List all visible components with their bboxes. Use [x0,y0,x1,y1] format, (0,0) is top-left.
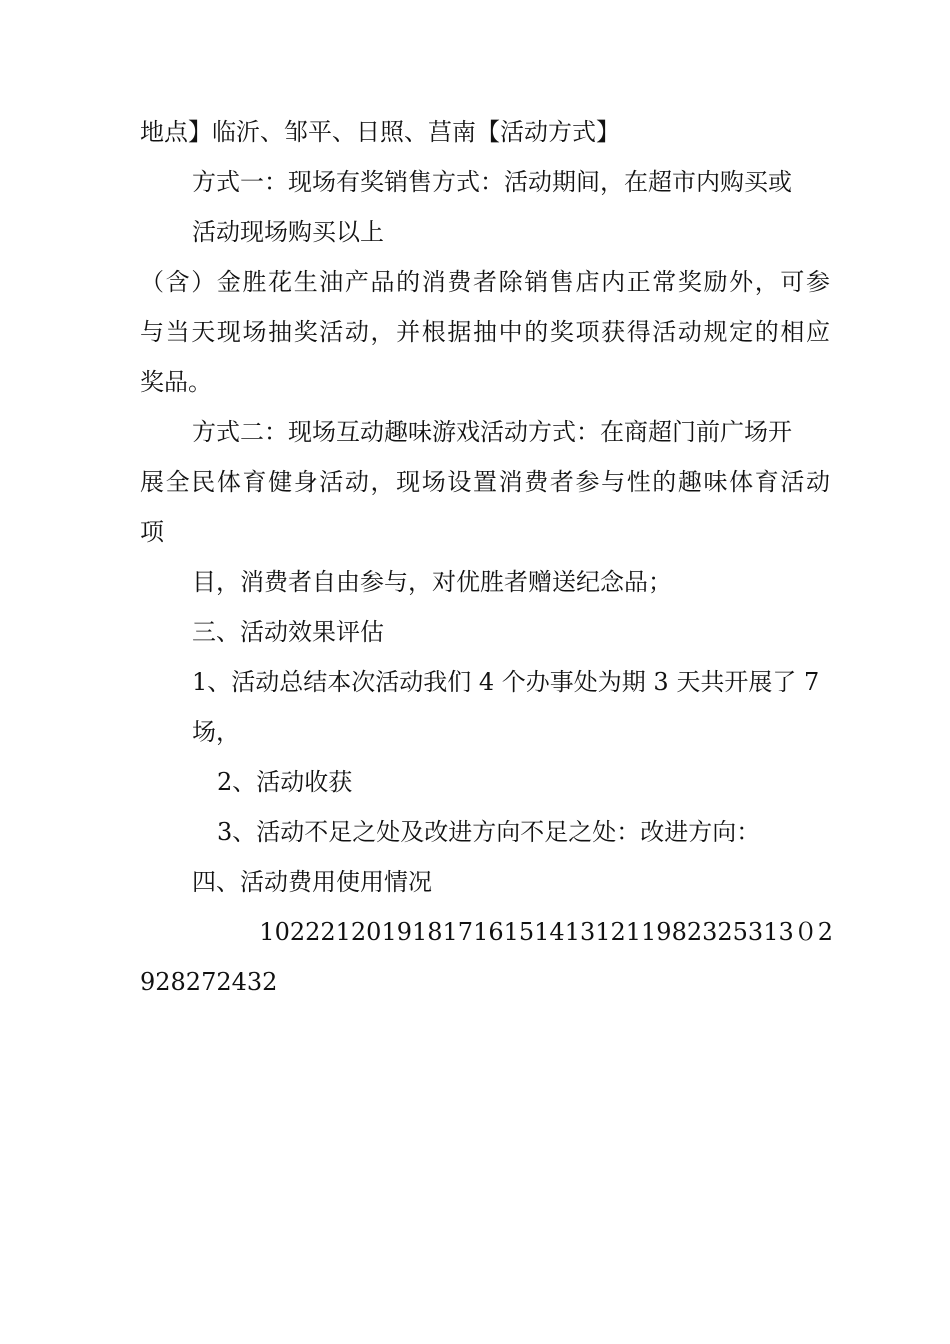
text-line-summary: 1、活动总结本次活动我们 4 个办事处为期 3 天共开展了 7 [192,668,820,696]
section-heading-expenses: 四、活动费用使用情况 [192,868,432,896]
text-line-fitness: 展全民体育健身活动，现场设置消费者参与性的趣味体育活动 [140,468,830,496]
section-heading-evaluation: 三、活动效果评估 [192,618,384,646]
text-line-method-one-cont: 活动现场购买以上 [192,218,384,246]
number-sequence-line: 10222120191817161514131211982325313０2 [259,918,833,946]
text-line-summary-cont: 场， [192,718,240,746]
text-line-shortcomings: 3、活动不足之处及改进方向不足之处：改进方向： [217,818,761,846]
text-line-item: 项 [140,518,164,546]
text-line-participation: 目，消费者自由参与，对优胜者赠送纪念品； [192,568,672,596]
text-line-gains: 2、活动收获 [217,768,353,796]
text-line-consumers: （含）金胜花生油产品的消费者除销售店内正常奖励外，可参 [140,268,830,296]
text-line-lottery: 与当天现场抽奖活动，并根据抽中的奖项获得活动规定的相应 [140,318,830,346]
text-line-method-two: 方式二：现场互动趣味游戏活动方式：在商超门前广场开 [192,418,792,446]
text-line-location: 地点】临沂、邹平、日照、莒南【活动方式】 [140,118,620,146]
number-sequence-line-cont: 928272432 [140,968,278,996]
text-line-method-one: 方式一：现场有奖销售方式：活动期间，在超市内购买或 [192,168,792,196]
text-line-prizes: 奖品。 [140,368,212,396]
